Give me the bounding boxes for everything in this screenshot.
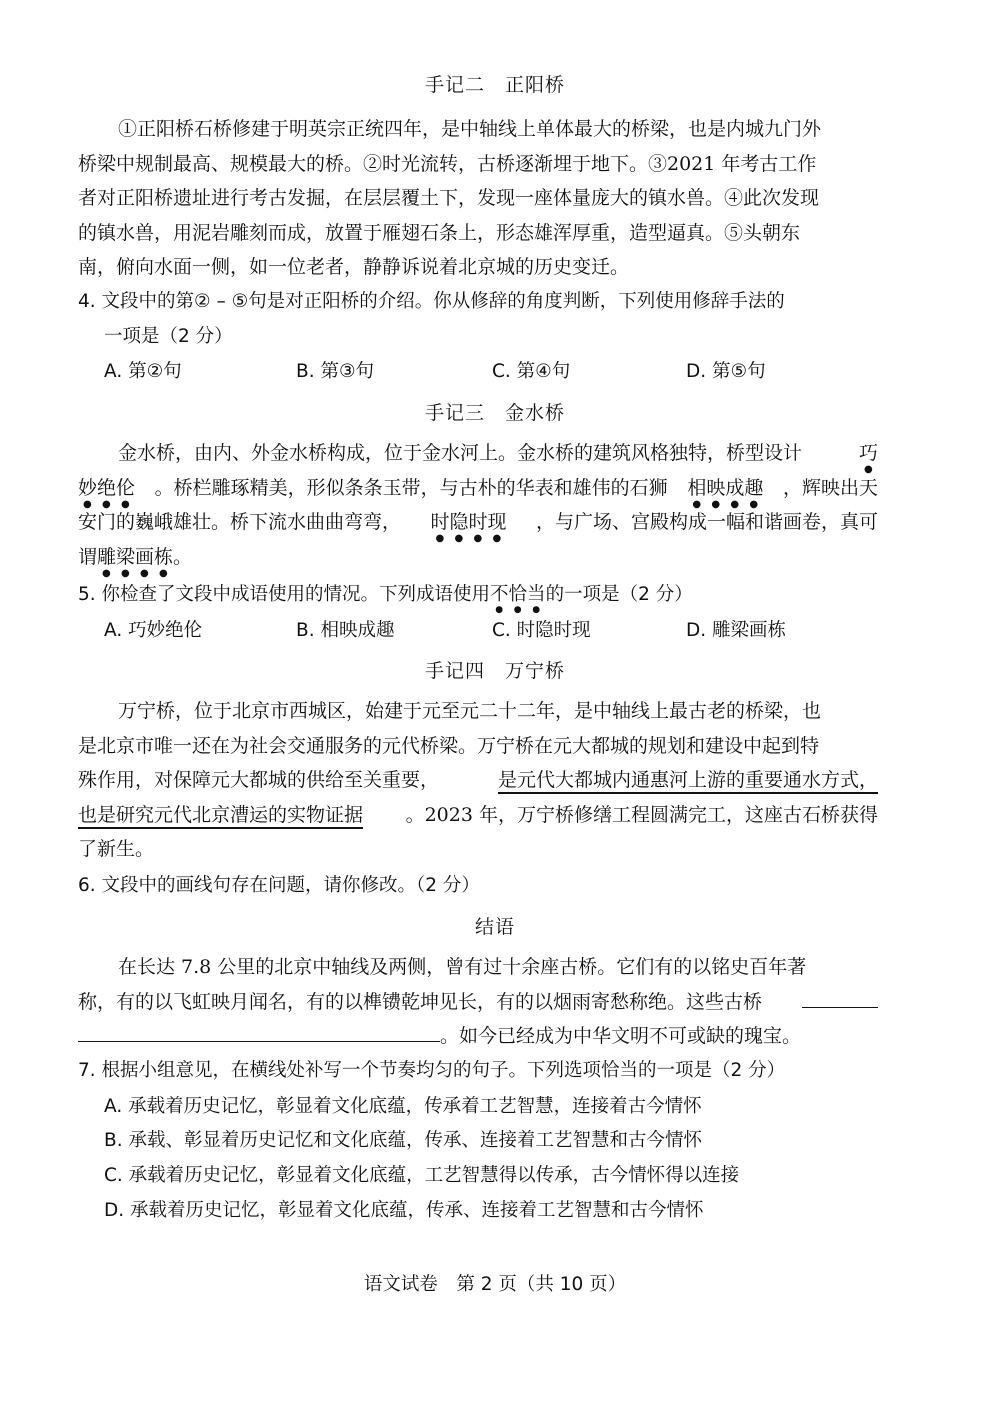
note3-line-4-text-a: 谓 xyxy=(78,545,98,568)
note3-line-3-text-b: ，与广场、宫殿构成一幅和谐画卷，真可 xyxy=(535,511,878,533)
q7-option-b[interactable]: B. 承载、彰显着历史记忆和文化底蕴，传承、连接着工艺智慧和古今情怀 xyxy=(104,1130,702,1151)
conclusion-line-3 xyxy=(78,1019,878,1054)
q5-option-b[interactable]: B. 相映成趣 xyxy=(296,620,395,641)
question-4-options xyxy=(104,355,884,389)
conclusion-line-3-text: 。如今已经成为中华文明不可或缺的瑰宝。 xyxy=(440,1025,802,1047)
underlined-sentence-part-2: 也是研究元代北京漕运的实物证据 xyxy=(78,803,364,826)
note3-paragraph xyxy=(78,436,878,574)
q4-option-d[interactable]: D. 第⑤句 xyxy=(686,361,766,382)
question-4-stem: 4. 文段中的第② – ⑤句是对正阳桥的介绍。你从修辞的角度判断，下列使用修辞手法的 xyxy=(78,291,785,312)
note2-line-5: 南，俯向水面一侧，如一位老者，静静诉说着北京城的历史变迁。 xyxy=(78,256,630,278)
note3-line-2 xyxy=(78,471,878,506)
q5-option-c[interactable]: C. 时隐时现 xyxy=(492,620,591,641)
note4-title: 手记四 万宁桥 xyxy=(424,660,565,682)
idiom-qiaomiao-start: 巧 xyxy=(858,442,878,464)
question-6 xyxy=(78,869,878,904)
note4-paragraph xyxy=(78,694,878,867)
q4-option-c[interactable]: C. 第④句 xyxy=(492,361,571,382)
note4-line-2: 是北京市唯一还在为社会交通服务的元代桥梁。万宁桥在元大都城的规划和建设中起到特 xyxy=(78,734,820,757)
question-7-stem: 7. 根据小组意见，在横线处补写一个节奏均匀的句子。下列选项恰当的一项是（2 分） xyxy=(78,1060,786,1081)
note3-line-1 xyxy=(78,436,878,471)
page-footer: 语文试卷 第 2 页（共 10 页） xyxy=(363,1274,627,1295)
answer-blank-2[interactable] xyxy=(78,1019,440,1042)
note2-line-3: 者对正阳桥遗址进行考古发掘，在层层覆土下，发现一座体量庞大的镇水兽。④此次发现 xyxy=(78,187,820,209)
note4-line-3-text: 殊作用，对保障元大都城的供给至关重要， xyxy=(78,769,440,791)
q5-text-a: 5. 你检查了文段中成语使用的情况。下列成语使用 xyxy=(78,584,491,605)
underlined-sentence-part-1: 是元代大都城内通惠河上游的重要通水方式， xyxy=(497,769,878,791)
question-5-stem xyxy=(78,578,878,613)
note3-line-3 xyxy=(78,505,878,540)
q5-option-a[interactable]: A. 巧妙绝伦 xyxy=(104,620,203,641)
question-7 xyxy=(78,1054,878,1089)
note3-line-2-text-a: 。桥栏雕琢精美，形似条条玉带，与古朴的华表和雄伟的石狮 xyxy=(154,476,668,499)
note2-line-4: 的镇水兽，用泥岩雕刻而成，放置于雁翅石条上，形态雄浑厚重，造型逼真。⑤头朝东 xyxy=(78,221,801,244)
q7-option-a[interactable]: A. 承载着历史记忆，彰显着文化底蕴，传承着工艺智慧，连接着古今情怀 xyxy=(104,1096,702,1117)
idiom-diaoliang: 雕梁画栋 xyxy=(97,545,174,568)
idiom-qiaomiao-end: 妙绝伦 xyxy=(78,476,136,499)
note4-line-4-text: 。2023 年，万宁桥修缮工程圆满完工，这座古石桥获得 xyxy=(405,803,878,826)
note2-paragraph xyxy=(78,112,878,285)
note3-line-4 xyxy=(78,540,878,575)
q7-option-d[interactable]: D. 承载着历史记忆，彰显着文化底蕴，传承、连接着工艺智慧和古今情怀 xyxy=(104,1200,704,1221)
question-5 xyxy=(78,578,878,613)
note4-line-1: 万宁桥，位于北京市西城区，始建于元至元二十二年，是中轴线上最古老的桥梁，也 xyxy=(118,700,822,722)
note3-title: 手记三 金水桥 xyxy=(424,402,565,424)
question-4 xyxy=(78,285,878,354)
q5-emphasis: 不恰当 xyxy=(490,584,546,605)
note4-line-5: 了新生。 xyxy=(78,838,155,860)
note3-line-2-text-b: ，辉映出天 xyxy=(782,476,878,499)
conclusion-line-1: 在长达 7.8 公里的北京中轴线及两侧，曾有过十余座古桥。它们有的以铭史百年著 xyxy=(118,956,807,978)
conclusion-line-2-text: 称，有的以飞虹映月闻名，有的以榫镄乾坤见长，有的以烟雨寄愁称绝。这些古桥 xyxy=(78,990,763,1013)
note4-line-3 xyxy=(78,763,878,798)
conclusion-line-2 xyxy=(78,985,878,1020)
note3-line-3-text-a: 安门的巍峨雄壮。桥下流水曲曲弯弯， xyxy=(78,511,402,533)
idiom-shiyin: 时隐时现 xyxy=(430,511,507,533)
answer-blank-1[interactable] xyxy=(802,985,878,1008)
question-5-options xyxy=(104,614,884,648)
note2-title: 手记二 正阳桥 xyxy=(424,74,565,96)
question-4-stem-cont: 一项是（2 分） xyxy=(104,325,233,347)
q7-option-c[interactable]: C. 承载着历史记忆，彰显着文化底蕴，工艺智慧得以传承，古今情怀得以连接 xyxy=(104,1165,740,1186)
conclusion-paragraph xyxy=(78,950,878,1054)
idiom-xiangying: 相映成趣 xyxy=(687,476,764,499)
q5-text-c: 的一项是（2 分） xyxy=(545,584,693,605)
note2-line-1: ①正阳桥石桥修建于明英宗正统四年，是中轴线上单体最大的桥梁，也是内城九门外 xyxy=(118,118,822,140)
note2-line-2: 桥梁中规制最高、规模最大的桥。②时光流转，古桥逐渐埋于地下。③2021 年考古工作 xyxy=(78,152,817,175)
q4-option-a[interactable]: A. 第②句 xyxy=(104,361,182,382)
question-6-stem: 6. 文段中的画线句存在问题，请你修改。（2 分） xyxy=(78,875,480,896)
q5-option-d[interactable]: D. 雕梁画栋 xyxy=(686,620,787,641)
note3-line-1-text: 金水桥，由内、外金水桥构成，位于金水河上。金水桥的建筑风格独特，桥型设计 xyxy=(118,442,803,464)
q4-option-b[interactable]: B. 第③句 xyxy=(296,361,375,382)
note3-line-4-text-b: 。 xyxy=(173,545,193,568)
note4-line-4 xyxy=(78,798,878,833)
conclusion-title: 结语 xyxy=(474,916,515,938)
